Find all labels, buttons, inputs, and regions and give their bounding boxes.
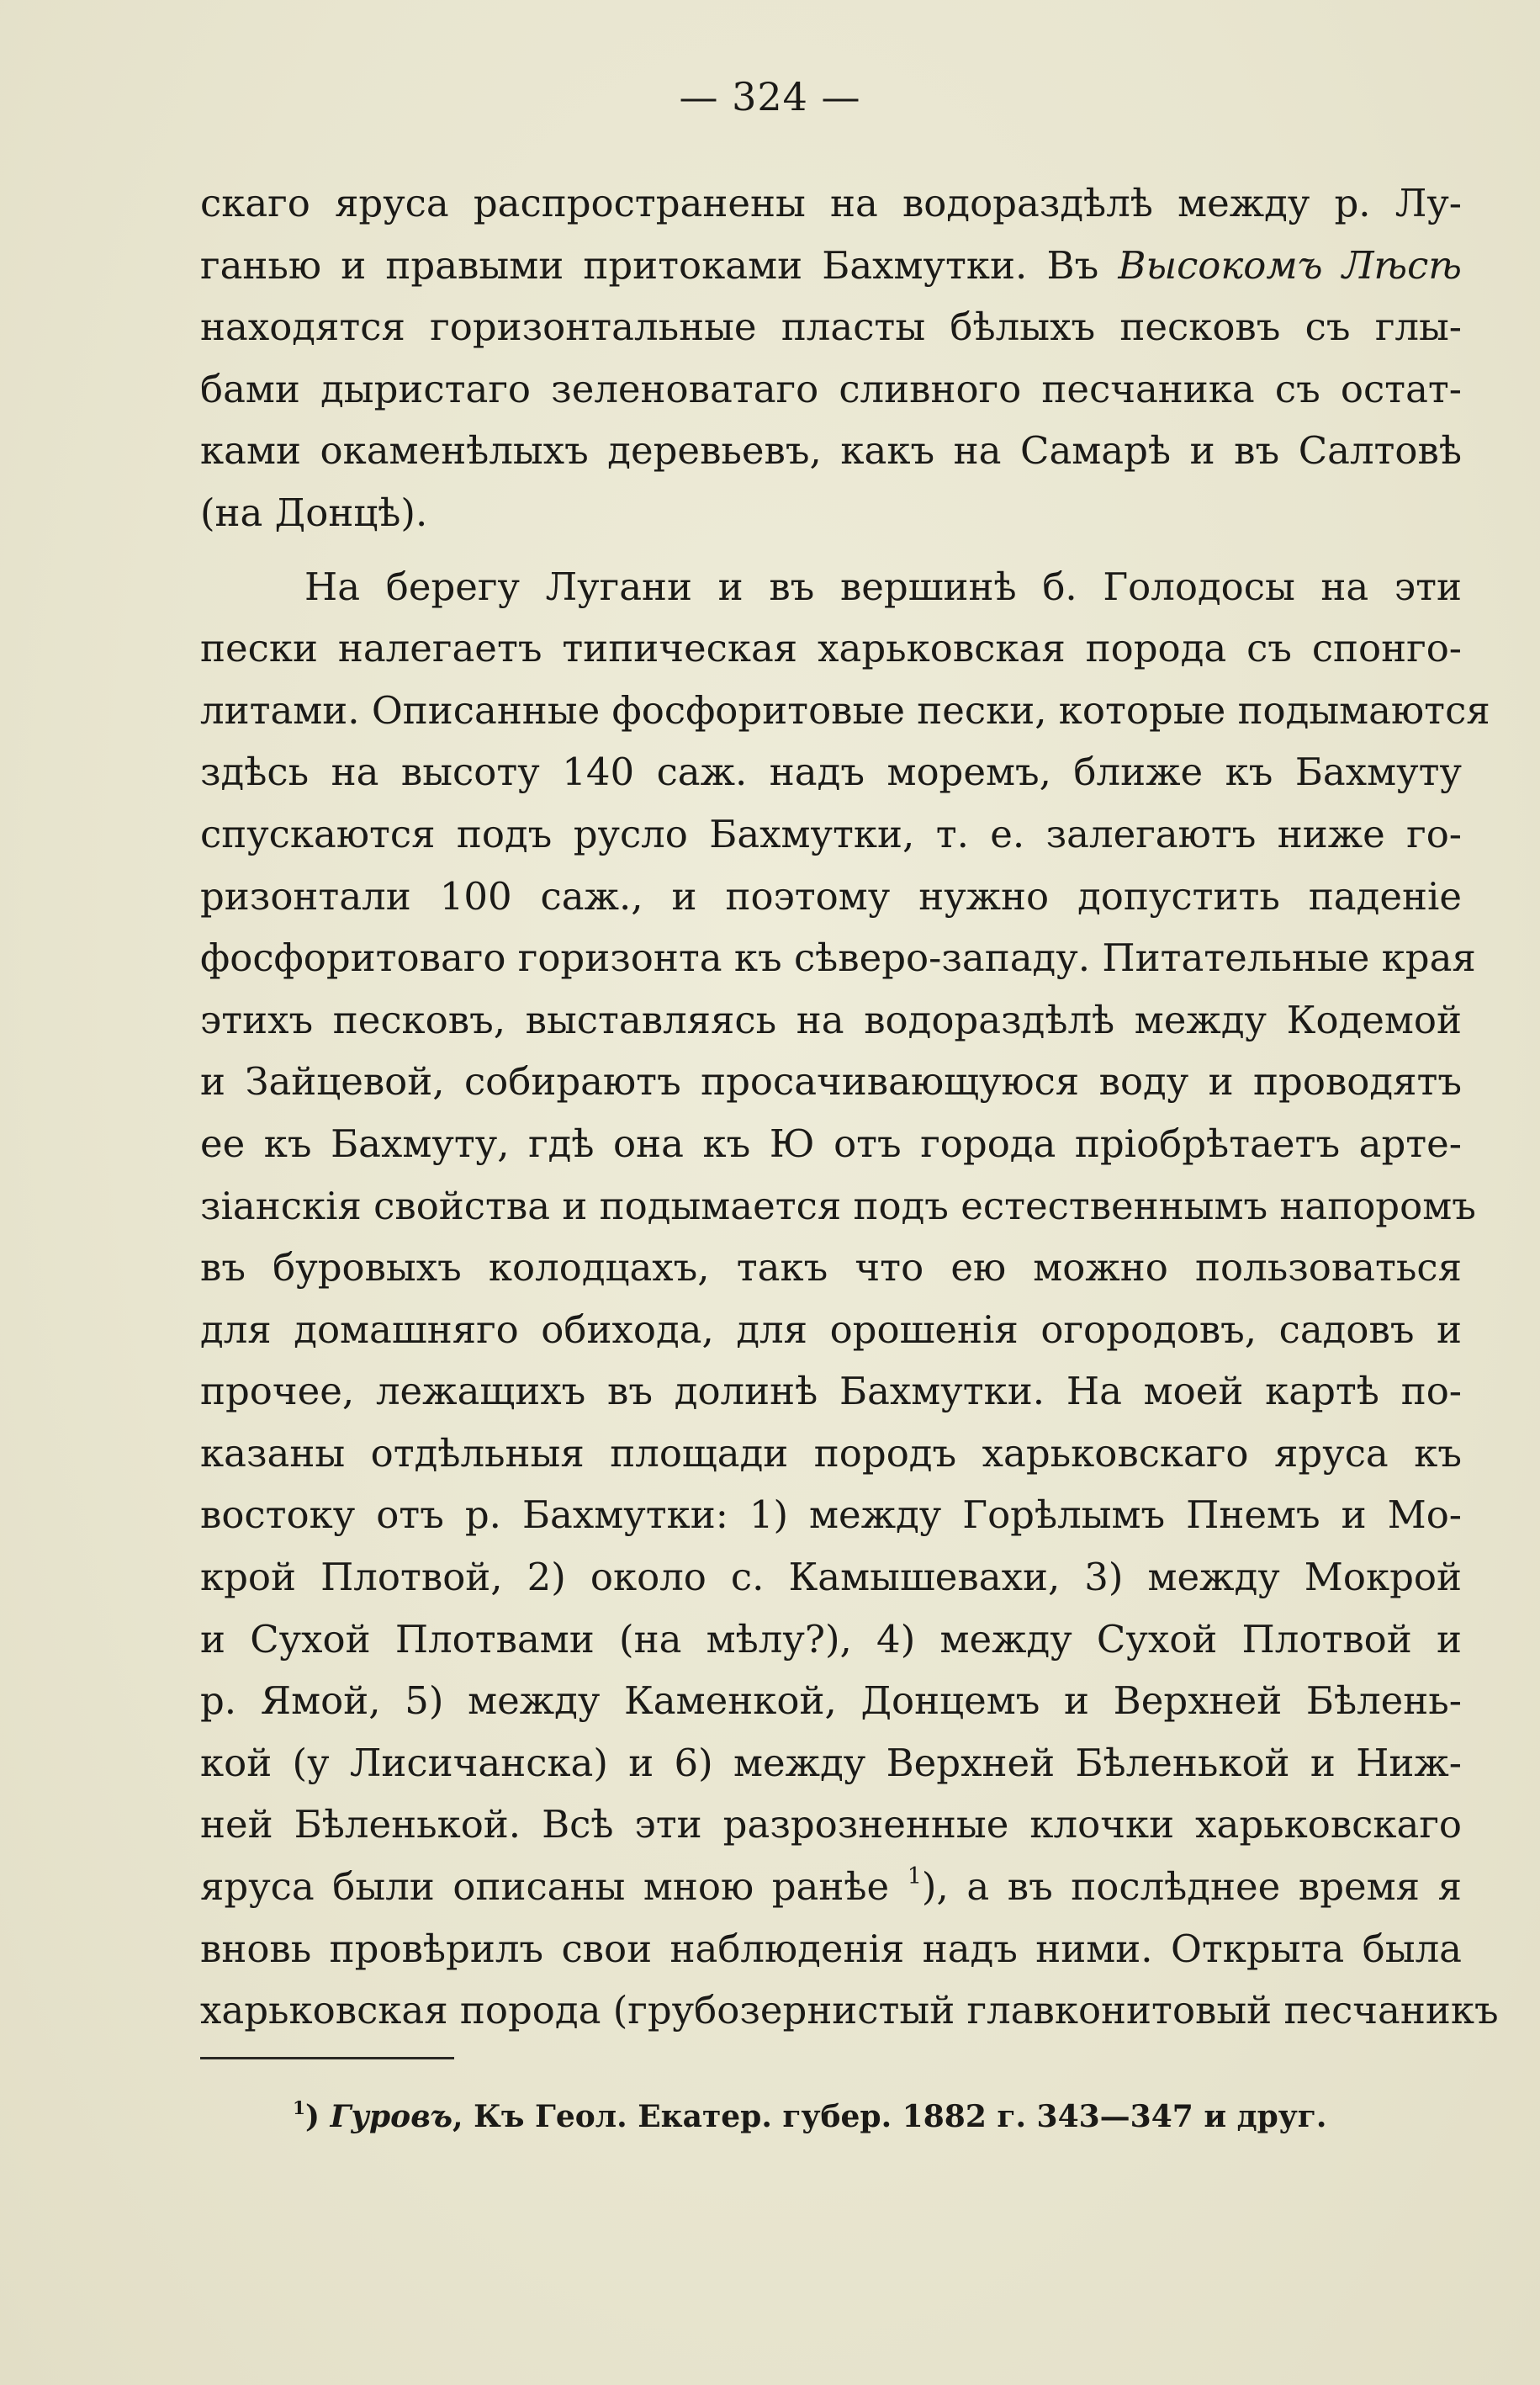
text-line: фосфоритоваго горизонта къ сѣверо-западу. Питательные края <box>200 935 1476 981</box>
footnote-text: , Къ Геол. Екатер. губер. 1882 г. 343—347 и друг. <box>452 2099 1327 2134</box>
text-line: прочее, лежащихъ въ долинѣ Бахмутки. На моей картѣ по- <box>200 1369 1462 1414</box>
text-line: харьковская порода (грубозернистый главконитовый песчаникъ <box>200 1988 1499 2033</box>
text-line: пески налегаетъ типическая харьковская порода съ спонго- <box>200 626 1462 671</box>
text-line: ризонтали 100 саж., и поэтому нужно допустить паденіе <box>200 873 1462 919</box>
text-line: (на Донцѣ). <box>200 490 428 535</box>
text-line: для домашняго обихода, для орошенія огородовъ, садовъ и <box>200 1306 1462 1352</box>
text-line: этихъ песковъ, выставляясь на водораздѣлѣ между Кодемой <box>200 997 1462 1042</box>
page-number: — 324 — <box>679 74 861 119</box>
text-line: ее къ Бахмуту, гдѣ она къ Ю отъ города пріобрѣтаетъ арте- <box>200 1121 1462 1166</box>
text-line: кой (у Лисичанска) и 6) между Верхней Бѣленькой и Ниж- <box>200 1740 1462 1785</box>
text-line: въ буровыхъ колодцахъ, такъ что ею можно пользоваться <box>200 1245 1462 1291</box>
footnote: $^1$) Гуровъ, Къ Геол. Екатер. губер. 1882 г. 343—347 и друг. <box>293 2097 1327 2134</box>
body-text <box>200 172 1499 2042</box>
text-line: находятся горизонтальные пласты бѣлыхъ песковъ съ глы- <box>200 305 1462 350</box>
text-line: спускаются подъ русло Бахмутки, т. е. залегаютъ ниже го- <box>200 811 1462 856</box>
text-line: бами дыристаго зеленоватаго сливного песчаника съ остат- <box>200 366 1462 411</box>
text-line: и Зайцевой, собираютъ просачивающуюся воду и проводятъ <box>200 1059 1462 1105</box>
text-line: На берегу Лугани и въ вершинѣ б. Голодосы на эти <box>304 564 1462 609</box>
text-line: зіанскія свойства и подымается подъ естественнымъ напоромъ <box>200 1183 1476 1228</box>
footnote-author: Гуровъ <box>330 2099 453 2134</box>
text-line: ками окаменѣлыхъ деревьевъ, какъ на Самарѣ и въ Салтовѣ <box>200 428 1462 474</box>
text-line: крой Плотвой, 2) около с. Камышевахи, 3) между Мокрой <box>200 1555 1462 1600</box>
text-line: яруса были описаны мною ранѣе $^1$), а въ послѣднее время я <box>200 1863 1462 1910</box>
text-line: скаго яруса распространены на водораздѣлѣ между р. Лу- <box>200 181 1462 225</box>
text-line: вновь провѣрилъ свои наблюденія надъ ними. Открыта была <box>200 1926 1462 1971</box>
text-line: ней Бѣленькой. Всѣ эти разрозненные клочки харьковскаго <box>200 1802 1462 1847</box>
text-line: востоку отъ р. Бахмутки: 1) между Горѣлымъ Пнемъ и Мо- <box>200 1492 1462 1538</box>
text-line: и Сухой Плотвами (на мѣлу?), 4) между Сухой Плотвой и <box>200 1616 1462 1662</box>
text-line: р. Ямой, 5) между Каменкой, Донцемъ и Верхней Бѣлень- <box>200 1678 1462 1724</box>
text-line: здѣсь на высоту 140 саж. надъ моремъ, ближе къ Бахмуту <box>200 750 1462 795</box>
text-line: ганью и правыми притоками Бахмутки. Въ Высокомъ Лѣсѣ <box>200 242 1462 288</box>
footnote-separator <box>200 2057 454 2059</box>
text-line: казаны отдѣльныя площади породъ харьковскаго яруса къ <box>200 1430 1462 1476</box>
text-line: литами. Описанные фосфоритовые пески, которые подымаются <box>200 687 1490 733</box>
footnote-marker: 1 <box>293 2097 306 2119</box>
